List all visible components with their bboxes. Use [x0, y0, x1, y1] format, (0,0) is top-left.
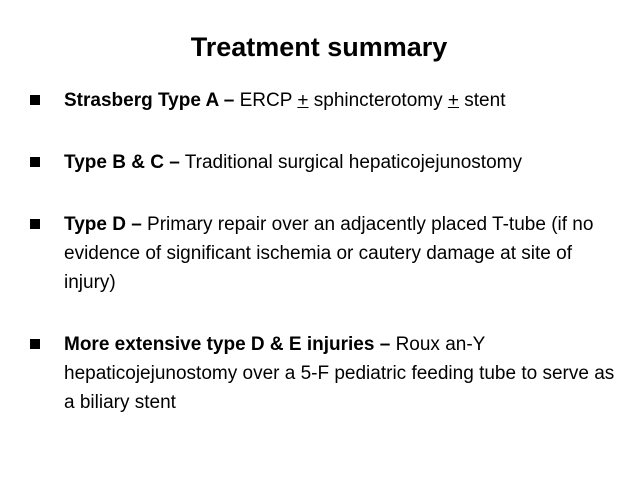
- bullet-text: sphincterotomy: [308, 90, 448, 111]
- square-bullet-icon: [30, 157, 40, 167]
- bullet-type-a: [28, 86, 618, 115]
- bullet-type-d: [28, 210, 618, 297]
- plus-minus-symbol: +: [297, 90, 309, 111]
- bullet-heading: Strasberg Type A –: [64, 90, 235, 111]
- bullet-text: Roux an-Y hepaticojejunostomy over a 5-F pediatric feeding tube to serve as a biliary stent: [64, 334, 615, 413]
- square-bullet-icon: [30, 95, 40, 105]
- plus-minus-symbol: +: [447, 90, 459, 111]
- bullet-list: [28, 86, 618, 417]
- bullet-text: stent: [459, 90, 506, 111]
- square-bullet-icon: [30, 219, 40, 229]
- bullet-text: ERCP: [234, 90, 298, 111]
- square-bullet-icon: [30, 339, 40, 349]
- bullet-type-b-c: [28, 148, 618, 177]
- bullet-text: Primary repair over an adjacently placed T-tube (if no evidence of significant ischemia or cautery damage at site of injury): [64, 214, 594, 293]
- bullet-type-d-e-extensive: [28, 330, 618, 417]
- bullet-heading: More extensive type D & E injuries –: [64, 334, 391, 355]
- bullet-heading: Type D –: [64, 214, 142, 235]
- slide-title: Treatment summary: [190, 32, 448, 62]
- bullet-heading: Type B & C –: [64, 152, 180, 173]
- bullet-text: Traditional surgical hepaticojejunostomy: [179, 152, 522, 173]
